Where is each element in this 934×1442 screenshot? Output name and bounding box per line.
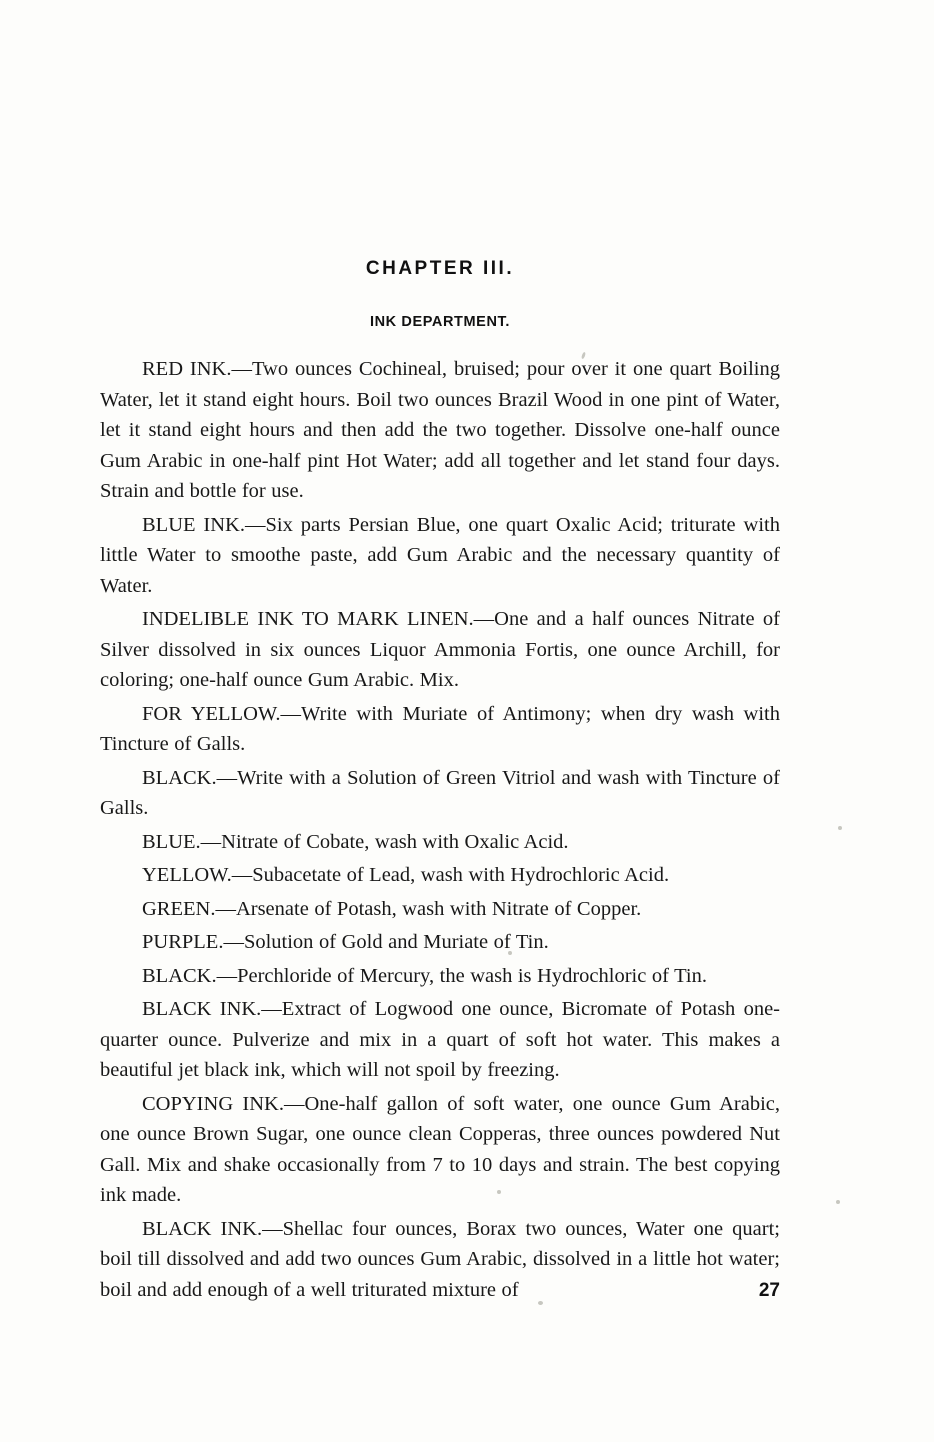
paragraph-green-arsenate: GREEN.—Arsenate of Potash, wash with Nitrate of Copper. bbox=[142, 897, 642, 920]
paragraph-copying-ink: COPYING INK.—One-half gallon of soft water, one ounce Gum Arabic, one ounce Brown Sugar, one ounce clean Copperas, three ounces powdered Nut Gall. Mix and shake occasionally from 7 to 10 days and strain. The best copying ink made. bbox=[100, 1092, 780, 1206]
paragraph-indelible-ink: INDELIBLE INK TO MARK LINEN.—One and a half ounces Nitrate of Silver dissolved in six ounces Liquor Ammonia Fortis, one ounce Archill, for coloring; one-half ounce Gum Arabic. Mix. bbox=[100, 608, 780, 691]
paragraph-black-ink-logwood: BLACK INK.—Extract of Logwood one ounce, Bicromate of Potash one-quarter ounce. Pulverize and mix in a quart of soft hot water. This makes a beautiful jet black ink, which will not spoil by freezing. bbox=[100, 998, 780, 1081]
paragraph-red-ink: RED INK.—Two ounces Cochineal, bruised; pour over it one quart Boiling Water, let it stand eight hours. Boil two ounces Brazil Wood in one pint of Water, let it stand eight hours and then add the two together. Dissolve one-half ounce Gum Arabic in one-half pint Hot Water; add all together and let stand four days. Strain and bottle for use. bbox=[100, 358, 780, 502]
scan-speck bbox=[836, 1200, 840, 1204]
paragraph-yellow-subacetate: YELLOW.—Subacetate of Lead, wash with Hydrochloric Acid. bbox=[142, 864, 670, 886]
paragraph-blue-cobate: BLUE.—Nitrate of Cobate, wash with Oxalic Acid. bbox=[142, 830, 569, 853]
scan-speck bbox=[838, 826, 842, 830]
paragraph-for-yellow: FOR YELLOW.—Write with Muriate of Antimony; when dry wash with Tincture of Galls. bbox=[100, 702, 780, 755]
section-title: INK DEPARTMENT. bbox=[369, 314, 511, 330]
page-content bbox=[100, 258, 780, 1308]
paragraph-black-perchloride: BLACK.—Perchloride of Mercury, the wash is Hydrochloric of Tin. bbox=[142, 964, 707, 987]
page-number: 27 bbox=[758, 1280, 780, 1301]
paragraph-black-ink-shellac: BLACK INK.—Shellac four ounces, Borax two ounces, Water one quart; boil till dissolved and add two ounces Gum Arabic, dissolved in a little hot water; boil and add enough of a well triturated mixture of bbox=[100, 1217, 780, 1301]
paragraph-purple-gold: PURPLE.—Solution of Gold and Muriate of Tin. bbox=[142, 931, 549, 953]
paragraph-blue-ink: BLUE INK.—Six parts Persian Blue, one quart Oxalic Acid; triturate with little Water to smoothe paste, add Gum Arabic and the necessary quantity of Water. bbox=[100, 513, 780, 597]
paragraph-black-green-vitriol: BLACK.—Write with a Solution of Green Vitriol and wash with Tincture of Galls. bbox=[100, 766, 780, 819]
chapter-title: CHAPTER III. bbox=[365, 258, 515, 279]
